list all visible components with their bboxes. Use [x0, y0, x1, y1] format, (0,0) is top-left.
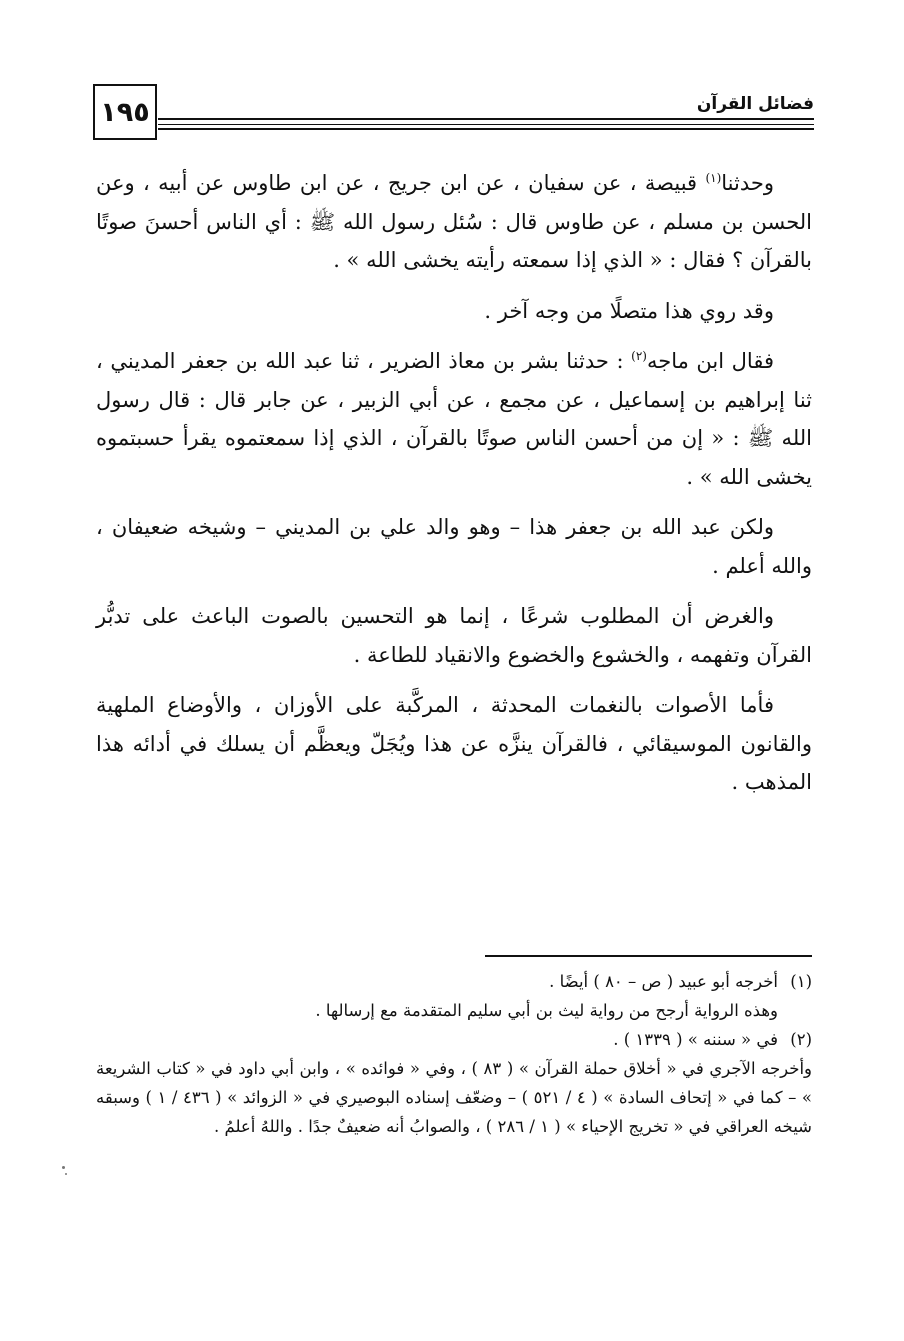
- footnote-body: [96, 1025, 778, 1054]
- footnote-entry: [96, 967, 812, 1025]
- paragraph: [96, 292, 812, 331]
- paragraph-text: فأما الأصوات بالنغمات المحدثة ، المركَّبة على الأوزان ، والأوضاع الملهية والقانون الموسيقائي ، فالقرآن ينزَّه عن هذا ويُجَلّ ويعظَّم أن يسلك في أدائه هذا المذهب .: [96, 693, 812, 794]
- footnote-line: في « سننه » ( ١٣٣٩ ) .: [613, 1030, 778, 1049]
- footnote-body: [96, 967, 778, 1025]
- paragraph-text: وقد روي هذا متصلًا من وجه آخر .: [484, 298, 774, 323]
- footnote-continuation: وأخرجه الآجري في « أخلاق حملة القرآن » ( ٨٣ ) ، وفي « فوائده » ، وابن أبي داود في « كتاب الشريعة » – كما في « إتحاف السادة » ( ٤ / ٥٢١ ) – وضعّف إسناده البوصيري في « الزوائد » ( ٤٣٦ / ١ ) وسبقه شيخه العراقي في « تخريج الإحياء » ( ١ / ٢٨٦ ) ، والصوابُ أنه ضعيفٌ جدًا . واللهُ أعلمُ .: [96, 1059, 812, 1136]
- paragraph-text: ولكن عبد الله بن جعفر هذا – وهو والد علي بن المديني – وشيخه ضعيفان ، والله أعلم .: [96, 515, 812, 578]
- footnote-separator: [485, 955, 812, 957]
- paragraph: [96, 508, 812, 585]
- footnote-entry: [96, 1025, 812, 1054]
- footnote-number: (٢): [790, 1030, 812, 1049]
- paragraph: [96, 342, 812, 496]
- running-header-title: فضائل القرآن: [696, 94, 814, 114]
- paragraph: [96, 164, 812, 280]
- paragraph-text: وحدثنا: [721, 171, 774, 195]
- footnote-line: وهذه الرواية أرجح من رواية ليث بن أبي سليم المتقدمة مع إرسالها .: [315, 1001, 778, 1020]
- footnote-number: (١): [790, 972, 812, 991]
- scan-speck: [62, 1166, 65, 1169]
- header-rule: [158, 128, 814, 130]
- header-rule: [158, 124, 814, 125]
- footnote-marker[interactable]: (٢): [631, 349, 647, 363]
- paragraph-text: : حدثنا بشر بن معاذ الضرير ، ثنا عبد الله بن جعفر المديني ، ثنا إبراهيم بن إسماعيل ، عن مجمع ، عن أبي الزبير ، عن جابر قال : قال رسول الله ﷺ : « إن من أحسن الناس صوتًا بالقرآن ، الذي إذا سمعتموه يقرأ حسبتموه يخشى الله » .: [96, 349, 812, 489]
- page-number-text: ١٩٥: [100, 96, 150, 128]
- paragraph: [96, 686, 812, 802]
- paragraph-text: قبيصة ، عن سفيان ، عن ابن جريج ، عن ابن طاوس عن أبيه ، وعن الحسن بن مسلم ، عن طاوس قال : سُئل رسول الله ﷺ : أي الناس أحسنَ صوتًا بالقرآن ؟ فقال : « الذي إذا سمعته رأيته يخشى الله » .: [96, 171, 812, 272]
- footnote-line: أخرجه أبو عبيد ( ص – ٨٠ ) أيضًا .: [549, 972, 778, 991]
- main-text: [96, 164, 812, 802]
- scan-speck: [65, 1173, 67, 1175]
- footnotes: [96, 967, 812, 1141]
- paragraph-text: فقال ابن ماجه: [646, 349, 774, 373]
- footnote-marker[interactable]: (١): [705, 171, 722, 185]
- paragraph: [96, 597, 812, 674]
- page-number: [93, 84, 157, 140]
- paragraph-text: والغرض أن المطلوب شرعًا ، إنما هو التحسين بالصوت الباعث على تدبُّر القرآن وتفهمه ، والخشوع والخضوع والانقياد للطاعة .: [96, 604, 812, 667]
- header-rule: [158, 118, 814, 120]
